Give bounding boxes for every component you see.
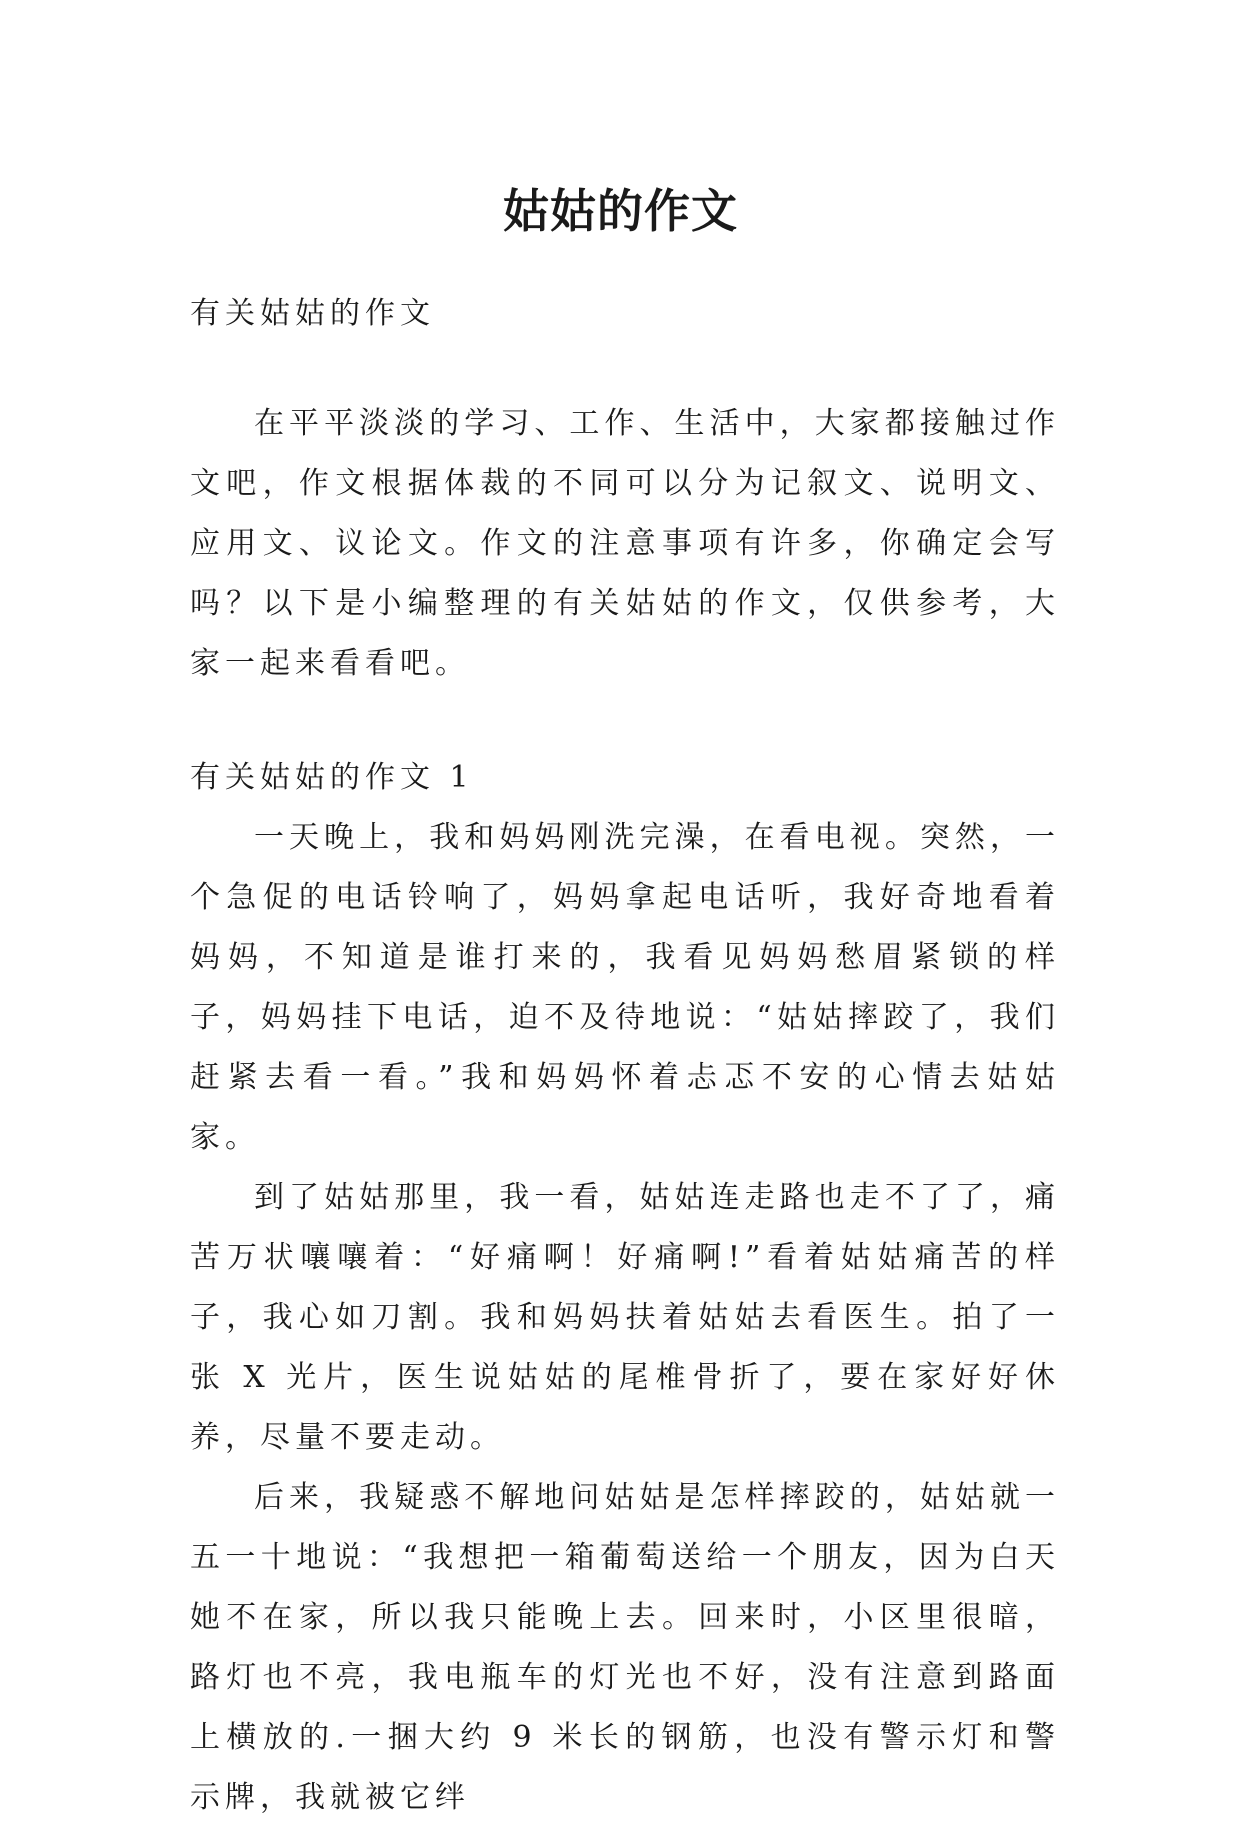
document-body	[190, 284, 1060, 1828]
section-heading: 有关姑姑的作文 1	[190, 760, 474, 795]
intro-paragraph: 在平平淡淡的学习、工作、生活中，大家都接触过作文吧，作文根据体裁的不同可以分为记叙文、说明文、应用文、议论文。作文的注意事项有许多，你确定会写吗？以下是小编整理的有关姑姑的作文，仅供参考，大家一起来看看吧。	[190, 406, 1060, 681]
document-title: 姑姑的作文	[503, 183, 738, 238]
document-subtitle: 有关姑姑的作文	[190, 296, 435, 331]
body-paragraph: 后来，我疑惑不解地问姑姑是怎样摔跤的，姑姑就一五一十地说：“我想把一箱葡萄送给一个朋友，因为白天她不在家，所以我只能晚上去。回来时，小区里很暗，路灯也不亮，我电瓶车的灯光也不好，没有注意到路面上横放的.一捆大约 9 米长的钢筋，也没有警示灯和警示牌，我就被它绊	[190, 1480, 1060, 1815]
body-paragraph: 到了姑姑那里，我一看，姑姑连走路也走不了了，痛苦万状嚷嚷着：“好痛啊！好痛啊!”看着姑姑痛苦的样子，我心如刀割。我和妈妈扶着姑姑去看医生。拍了一张 X 光片，医生说姑姑的尾椎骨折了，要在家好好休养，尽量不要走动。	[190, 1180, 1060, 1455]
body-paragraph: 一天晚上，我和妈妈刚洗完澡，在看电视。突然，一个急促的电话铃响了，妈妈拿起电话听，我好奇地看着妈妈，不知道是谁打来的，我看见妈妈愁眉紧锁的样子，妈妈挂下电话，迫不及待地说：“姑姑摔跤了，我们赶紧去看一看。”我和妈妈怀着忐忑不安的心情去姑姑家。	[190, 820, 1060, 1155]
